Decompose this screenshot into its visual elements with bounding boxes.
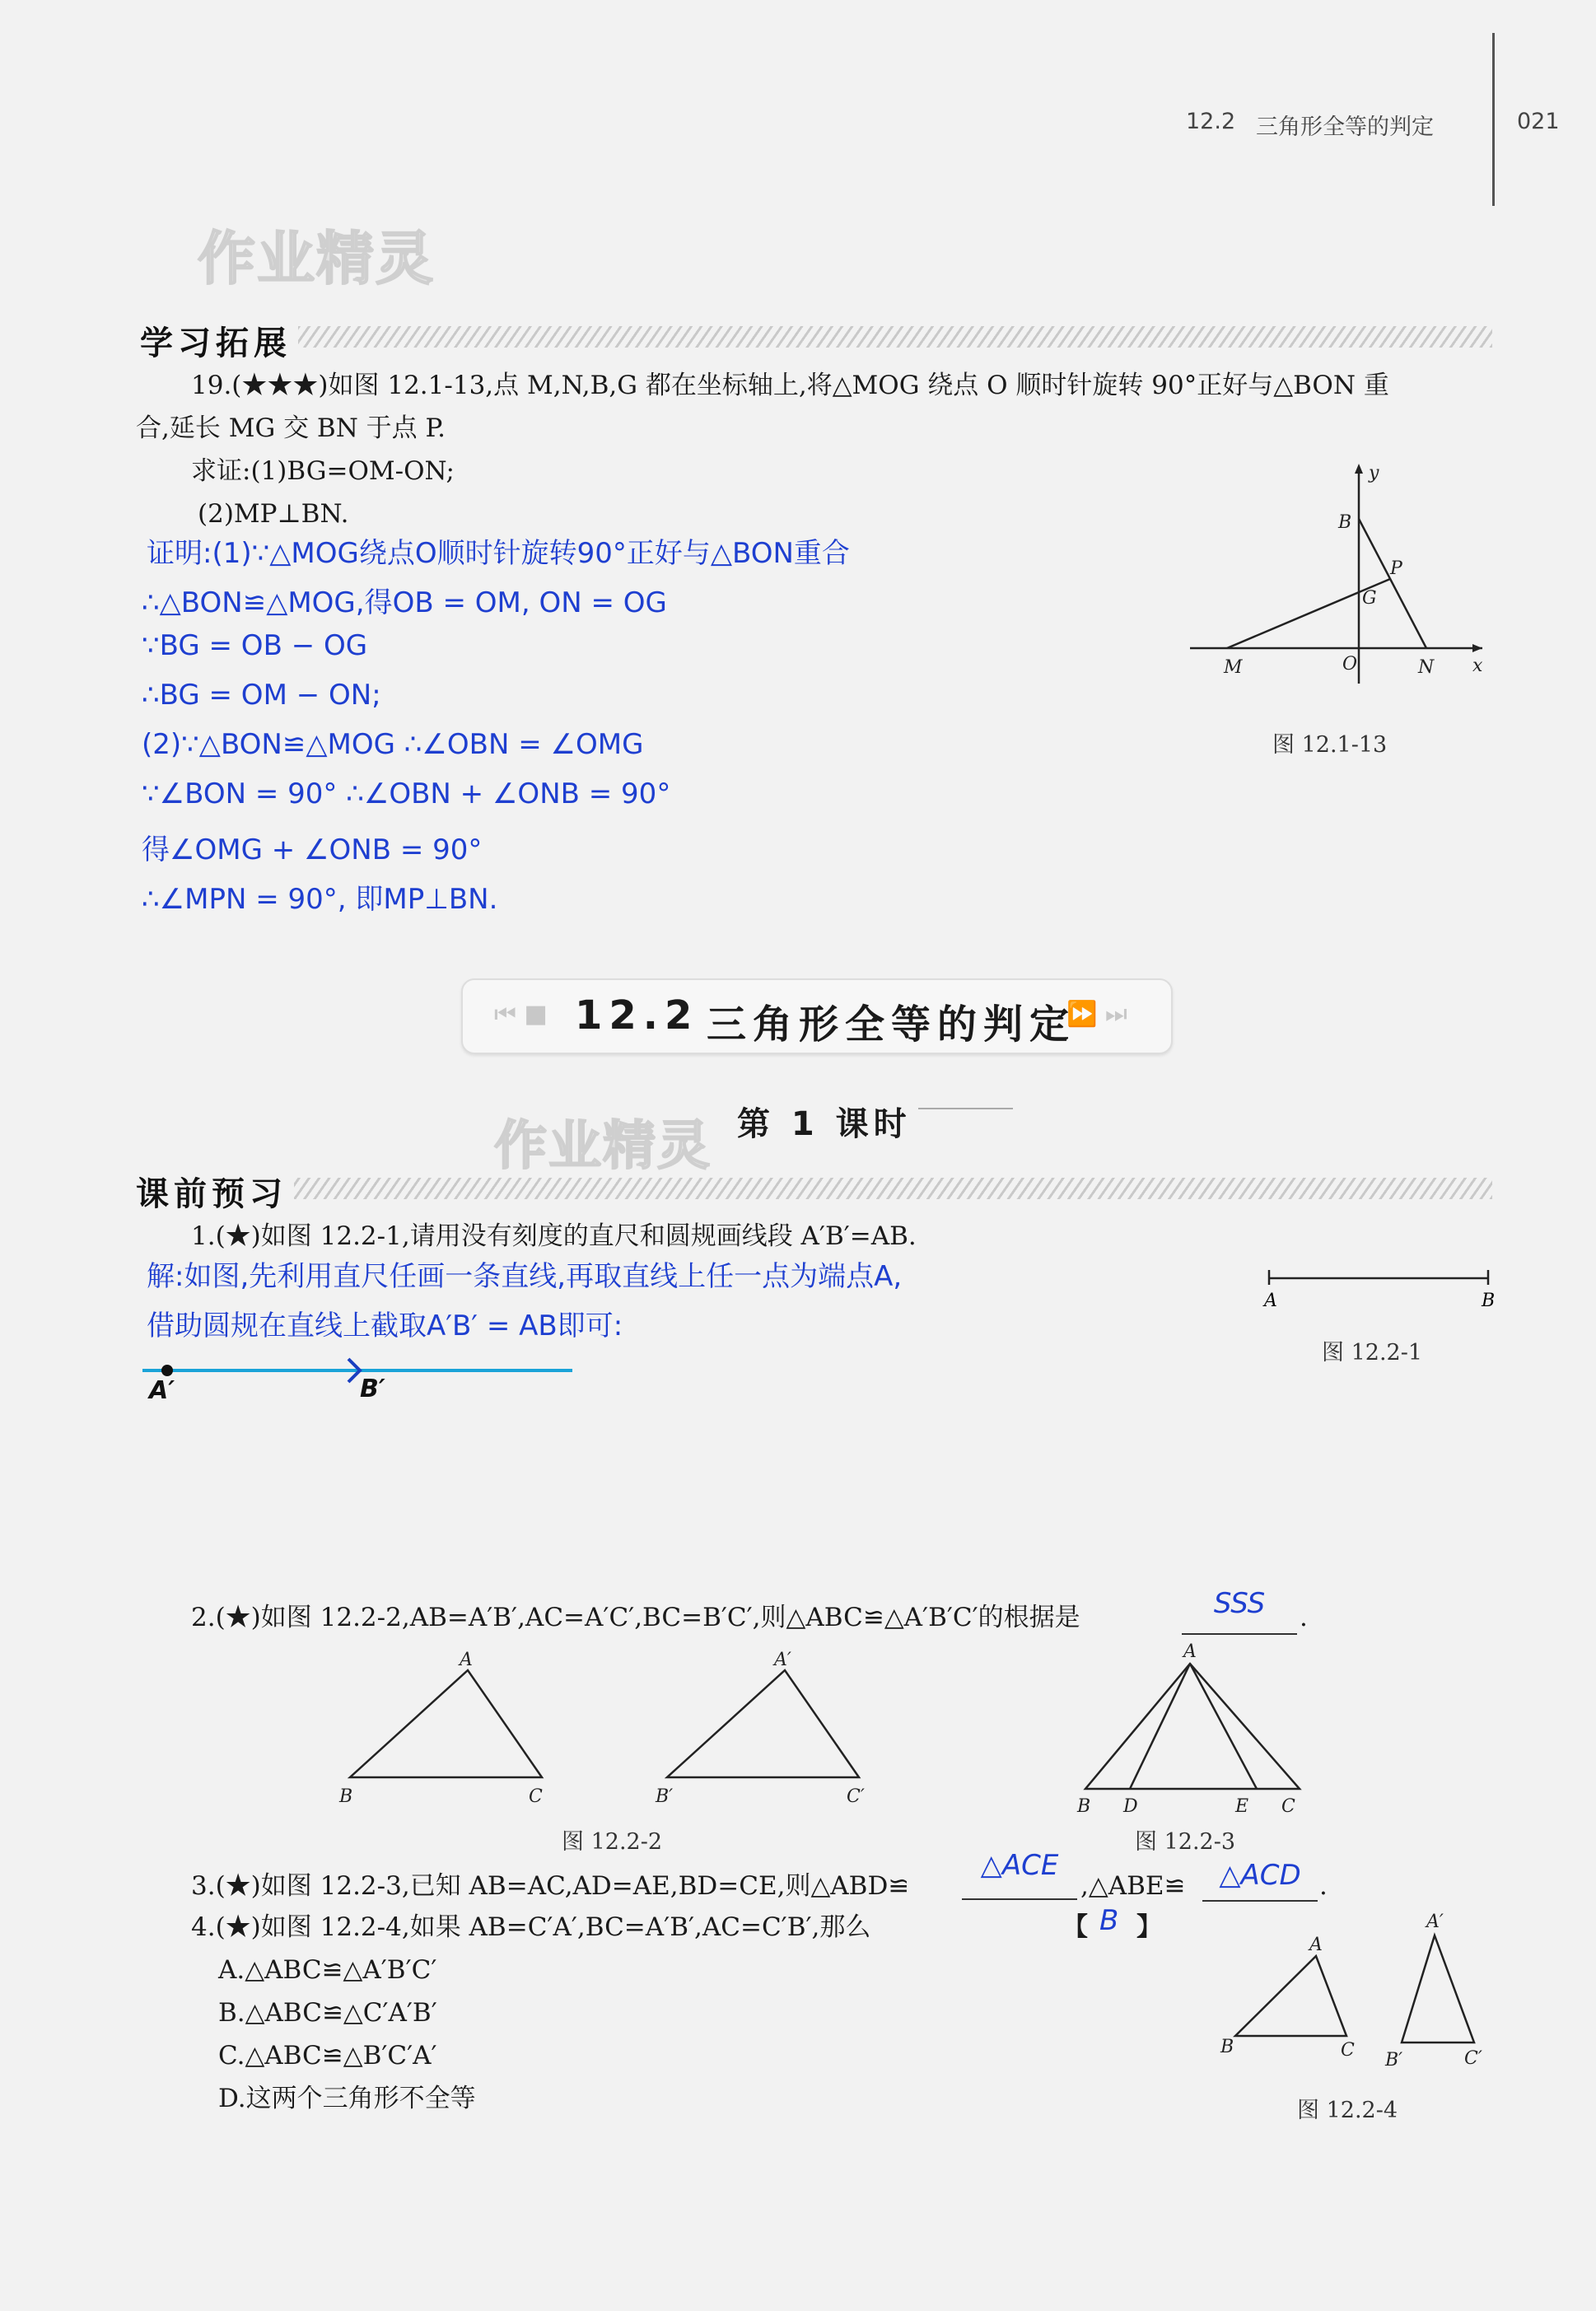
fig4-label-C: C: [1341, 2040, 1355, 2061]
q19-text: 19.(★★★)如图 12.1-13,点 M,N,B,G 都在坐标轴上,将△MOG 绕点 O 顺时针旋转 90°正好与△BON 重: [191, 371, 1389, 400]
q4-bracket-open: 【: [1062, 1912, 1088, 1942]
fig-label-M: M: [1224, 657, 1243, 678]
fig3-label-A: A: [1183, 1641, 1197, 1662]
fig3-caption: 图 12.2-3: [1135, 1829, 1236, 1855]
q2-end: .: [1300, 1603, 1308, 1632]
fig-label-N: N: [1418, 657, 1435, 678]
figure-caption: 图 12.1-13: [1272, 732, 1388, 758]
fig-label-x: x: [1472, 656, 1483, 676]
fig3-label-D: D: [1123, 1796, 1138, 1817]
q3-answer-1: △ACE: [962, 1849, 1077, 1900]
fig3-label-B: B: [1077, 1796, 1091, 1817]
banner-title: 三角形全等的判定: [707, 1001, 1076, 1048]
solution-line: ∴△BON≌△MOG,得OB = OM, ON = OG: [142, 586, 667, 619]
figure-12-1-13: [1186, 457, 1499, 688]
header-section-title: 三角形全等的判定: [1256, 114, 1434, 140]
lesson-ornament: [918, 1108, 1013, 1109]
fig-label-y: y: [1369, 463, 1379, 483]
fig2-label-A: A: [460, 1650, 473, 1670]
fig-label-O: O: [1342, 654, 1358, 675]
fig-label-P: P: [1390, 558, 1402, 579]
banner-rewind-icon: ⏮ ■: [494, 1000, 548, 1029]
figure-12-2-3: [1071, 1639, 1318, 1820]
solution-line: ∵BG = OB − OG: [142, 629, 368, 662]
section-heading-study-extension: 学习拓展: [140, 324, 292, 362]
fig1-caption: 图 12.2-1: [1322, 1340, 1423, 1366]
lesson-title: 第 1 课时: [737, 1105, 912, 1143]
header-divider: [1492, 33, 1495, 206]
fig2-label-A2: A′: [774, 1650, 791, 1670]
q4-option-a: A.△ABC≌△A′B′C′: [218, 1955, 437, 1985]
q1-solution-line: 借助圆规在直线上截取A′B′ = AB即可:: [147, 1310, 623, 1342]
q3-answer-2: △ACD: [1202, 1859, 1318, 1902]
fig4-label-A: A: [1309, 1935, 1323, 1955]
figure-12-2-1: [1256, 1260, 1503, 1310]
q4-option-c: C.△ABC≌△B′C′A′: [218, 2041, 437, 2071]
solution-line: ∴∠MPN = 90°, 即MP⊥BN.: [142, 883, 498, 916]
banner-forward-icon: ⏩ ⏭: [1066, 1000, 1127, 1029]
watermark: 作业精灵: [198, 225, 435, 292]
fig1-label-A: A: [1264, 1291, 1277, 1310]
student-construction: [136, 1352, 581, 1410]
fig3-label-E: E: [1235, 1796, 1249, 1817]
draw-label-B: B′: [360, 1375, 385, 1403]
q4-text: 4.(★)如图 12.2-4,如果 AB=C′A′,BC=A′B′,AC=C′B′,那么: [191, 1912, 871, 1942]
fig2-label-B2: B′: [656, 1786, 674, 1807]
fig4-caption: 图 12.2-4: [1297, 2098, 1398, 2123]
q3-mid: ,△ABE≌: [1080, 1871, 1186, 1901]
banner-number: 12.2: [575, 992, 699, 1039]
fig2-label-C2: C′: [847, 1786, 865, 1807]
solution-line: 得∠OMG + ∠ONB = 90°: [142, 833, 483, 866]
q2-text: 2.(★)如图 12.2-2,AB=A′B′,AC=A′C′,BC=B′C′,则△ABC≌△A′B′C′的根据是: [191, 1603, 1080, 1632]
fig4-label-C2: C′: [1464, 2048, 1482, 2069]
fig4-label-A2: A′: [1426, 1912, 1444, 1932]
fig2-label-C: C: [529, 1786, 543, 1807]
fig4-label-B2: B′: [1385, 2050, 1403, 2071]
page-number: 021: [1517, 109, 1560, 134]
fig-label-G: G: [1362, 588, 1377, 609]
figure-12-2-2: [329, 1647, 889, 1812]
q3-end: .: [1319, 1871, 1328, 1901]
q4-bracket-close: 】: [1136, 1912, 1162, 1942]
fig1-label-B: B: [1482, 1291, 1496, 1310]
solution-line: ∵∠BON = 90° ∴∠OBN + ∠ONB = 90°: [142, 777, 671, 810]
figure-12-2-4: [1211, 1911, 1499, 2075]
q1-solution-line: 解:如图,先利用直尺任画一条直线,再取直线上任一点为端点A,: [147, 1260, 903, 1293]
header-section-number: 12.2: [1186, 109, 1236, 134]
q19-prove-1: 求证:(1)BG=OM-ON;: [191, 456, 455, 486]
fig2-label-B: B: [339, 1786, 353, 1807]
q4-option-b: B.△ABC≌△C′A′B′: [218, 1998, 437, 2028]
fig3-label-C: C: [1281, 1796, 1295, 1817]
q2-answer: SSS: [1182, 1587, 1297, 1635]
q19-text-cont: 合,延长 MG 交 BN 于点 P.: [136, 413, 446, 443]
watermark: 作业精灵: [494, 1116, 712, 1177]
fig4-label-B: B: [1220, 2037, 1234, 2057]
q4-option-d: D.这两个三角形不全等: [218, 2084, 476, 2113]
solution-line: 证明:(1)∵△MOG绕点O顺时针旋转90°正好与△BON重合: [147, 537, 850, 570]
fig-label-B: B: [1338, 512, 1352, 533]
q19-prove-2: (2)MP⊥BN.: [198, 499, 349, 529]
q3-text: 3.(★)如图 12.2-3,已知 AB=AC,AD=AE,BD=CE,则△ABD≌: [191, 1871, 910, 1901]
solution-line: (2)∵△BON≌△MOG ∴∠OBN = ∠OMG: [142, 728, 644, 761]
section-heading-preview: 课前预习: [136, 1175, 287, 1213]
draw-label-A: A′: [149, 1376, 175, 1405]
q4-answer: B: [1099, 1904, 1119, 1937]
q1-text: 1.(★)如图 12.2-1,请用没有刻度的直尺和圆规画线段 A′B′=AB.: [191, 1221, 917, 1251]
solution-line: ∴BG = OM − ON;: [142, 679, 381, 712]
heading-stripe: [294, 1178, 1492, 1199]
heading-stripe: [298, 326, 1492, 348]
fig2-caption: 图 12.2-2: [562, 1829, 663, 1855]
